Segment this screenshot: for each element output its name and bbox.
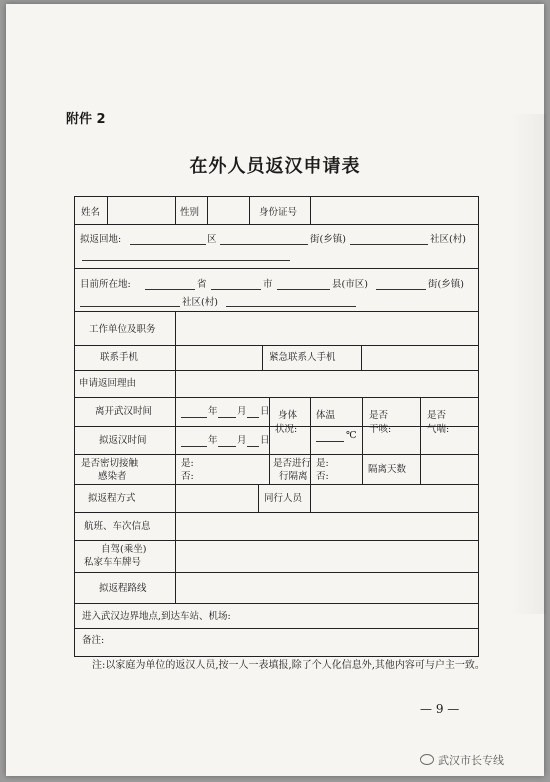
district-label: 区 [207, 234, 217, 245]
watermark-text: 武汉市长专线 [438, 754, 504, 767]
companions-label: 同行人员 [264, 493, 303, 504]
table-rule [420, 454, 421, 484]
entry-point-label: 进入武汉边界地点,到达车站、机场: [82, 611, 231, 622]
name-divider [107, 196, 108, 224]
leave-wuhan-time-label: 离开武汉时间 [95, 406, 153, 417]
infected-label: 感染者 [98, 471, 127, 482]
page-number: — 9 — [420, 702, 460, 716]
location-community-input[interactable] [226, 306, 356, 307]
contact-no-option: 否: [181, 471, 194, 482]
isolated-label: 行隔离 [279, 471, 308, 482]
table-rule [362, 454, 363, 484]
table-top-border [74, 196, 478, 197]
table-rule [74, 512, 478, 513]
self-drive-label: 自驾(乘坐) [101, 544, 147, 555]
location-street-input[interactable] [376, 289, 426, 290]
day-label: 日 [260, 406, 270, 417]
wheeze-label: 是否 [427, 410, 447, 421]
return-month-input[interactable] [218, 446, 236, 447]
table-rule [258, 484, 259, 512]
table-rule [74, 397, 478, 398]
table-rule [175, 397, 176, 454]
leave-year-input[interactable] [181, 417, 207, 418]
table-rule [74, 224, 478, 225]
wheezing-label: 气喘: [427, 424, 450, 435]
table-rule [74, 572, 478, 573]
isolation-no-option: 否: [316, 471, 329, 482]
return-time-label: 拟返汉时间 [99, 435, 147, 446]
table-rule [175, 512, 176, 603]
table-rule [175, 345, 176, 397]
table-rule [175, 484, 176, 512]
table-rule [262, 345, 263, 370]
leave-day-input[interactable] [247, 417, 259, 418]
cough-label: 是否 [369, 410, 389, 421]
city-label: 市 [263, 279, 273, 290]
form-title: 在外人员返汉申请表 [189, 156, 361, 177]
table-rule [420, 397, 421, 454]
isolation-yes-option: 是: [316, 458, 329, 469]
community-label-2: 社区(村) [182, 297, 218, 308]
flight-info-label: 航班、车次信息 [84, 521, 151, 532]
return-community-input[interactable] [350, 244, 428, 245]
street-label: 街(乡镇) [310, 234, 346, 245]
current-location-label: 目前所在地: [80, 279, 131, 290]
table-rule [249, 196, 250, 224]
year-label: 年 [208, 435, 218, 446]
return-street-input[interactable] [220, 244, 308, 245]
attachment-label: 附件 2 [66, 112, 106, 127]
id-number-label: 身份证号 [259, 207, 298, 218]
watermark [420, 752, 504, 768]
temperature-label: 体温 [316, 410, 336, 421]
return-year-input[interactable] [181, 446, 207, 447]
name-label: 姓名 [81, 207, 101, 218]
emergency-phone-label: 紧急联系人手机 [269, 352, 336, 363]
table-rule [74, 628, 478, 629]
table-rule [74, 454, 478, 455]
isolation-days-label: 隔离天数 [368, 464, 407, 475]
province-input[interactable] [145, 289, 195, 290]
table-rule [269, 454, 270, 484]
county-input[interactable] [277, 289, 330, 290]
table-rule [74, 345, 478, 346]
table-rule [310, 196, 311, 224]
health-status-label: 状况: [275, 424, 298, 435]
table-rule [175, 311, 176, 345]
reason-label: 申请返回理由 [79, 378, 137, 389]
table-rule [175, 454, 176, 484]
table-rule [74, 540, 478, 541]
table-rule [74, 484, 478, 485]
month-label: 月 [237, 406, 247, 417]
close-contact-label: 是否密切接触 [81, 458, 139, 469]
table-rule [310, 397, 311, 454]
transport-mode-label: 拟返程方式 [88, 493, 136, 504]
table-rule [74, 370, 478, 371]
isolation-label: 是否进行 [273, 458, 312, 469]
year-label: 年 [208, 406, 218, 417]
return-district-input[interactable] [130, 244, 206, 245]
phone-label: 联系手机 [100, 352, 139, 363]
employer-label: 工作单位及职务 [89, 324, 156, 335]
celsius-unit: ℃ [346, 430, 357, 441]
table-rule [74, 268, 478, 269]
day-label: 日 [260, 435, 270, 446]
leave-month-input[interactable] [218, 417, 236, 418]
temperature-input[interactable] [316, 441, 344, 442]
county-label: 县(市区) [332, 279, 368, 290]
city-input[interactable] [211, 289, 261, 290]
table-rule [207, 196, 208, 224]
bleed-shadow [511, 114, 546, 614]
table-right-border [478, 196, 479, 657]
return-address-label: 拟返回地: [80, 234, 122, 245]
table-rule [74, 311, 478, 312]
health-label: 身体 [278, 410, 298, 421]
dry-cough-label: 干咳: [369, 424, 392, 435]
table-rule [361, 345, 362, 370]
return-day-input[interactable] [247, 446, 259, 447]
route-label: 拟返程路线 [99, 583, 147, 594]
community-label: 社区(村) [430, 234, 466, 245]
table-rule [310, 484, 311, 512]
table-rule [362, 397, 363, 454]
license-plate-label: 私家车车牌号 [84, 557, 142, 568]
province-label: 省 [197, 279, 207, 290]
month-label: 月 [237, 435, 247, 446]
table-rule [74, 603, 478, 604]
table-rule [175, 196, 176, 224]
contact-yes-option: 是: [181, 458, 194, 469]
gender-label: 性别 [180, 207, 200, 218]
remarks-label: 备注: [82, 635, 105, 646]
footnote: 注:以家庭为单位的返汉人员,按一人一表填报,除了个人化信息外,其他内容可与户主一致。 [92, 660, 485, 671]
street-label-2: 街(乡镇) [428, 279, 464, 290]
location-detail-input[interactable] [80, 306, 180, 307]
wechat-icon [420, 754, 434, 765]
return-address-detail-input[interactable] [82, 260, 290, 261]
